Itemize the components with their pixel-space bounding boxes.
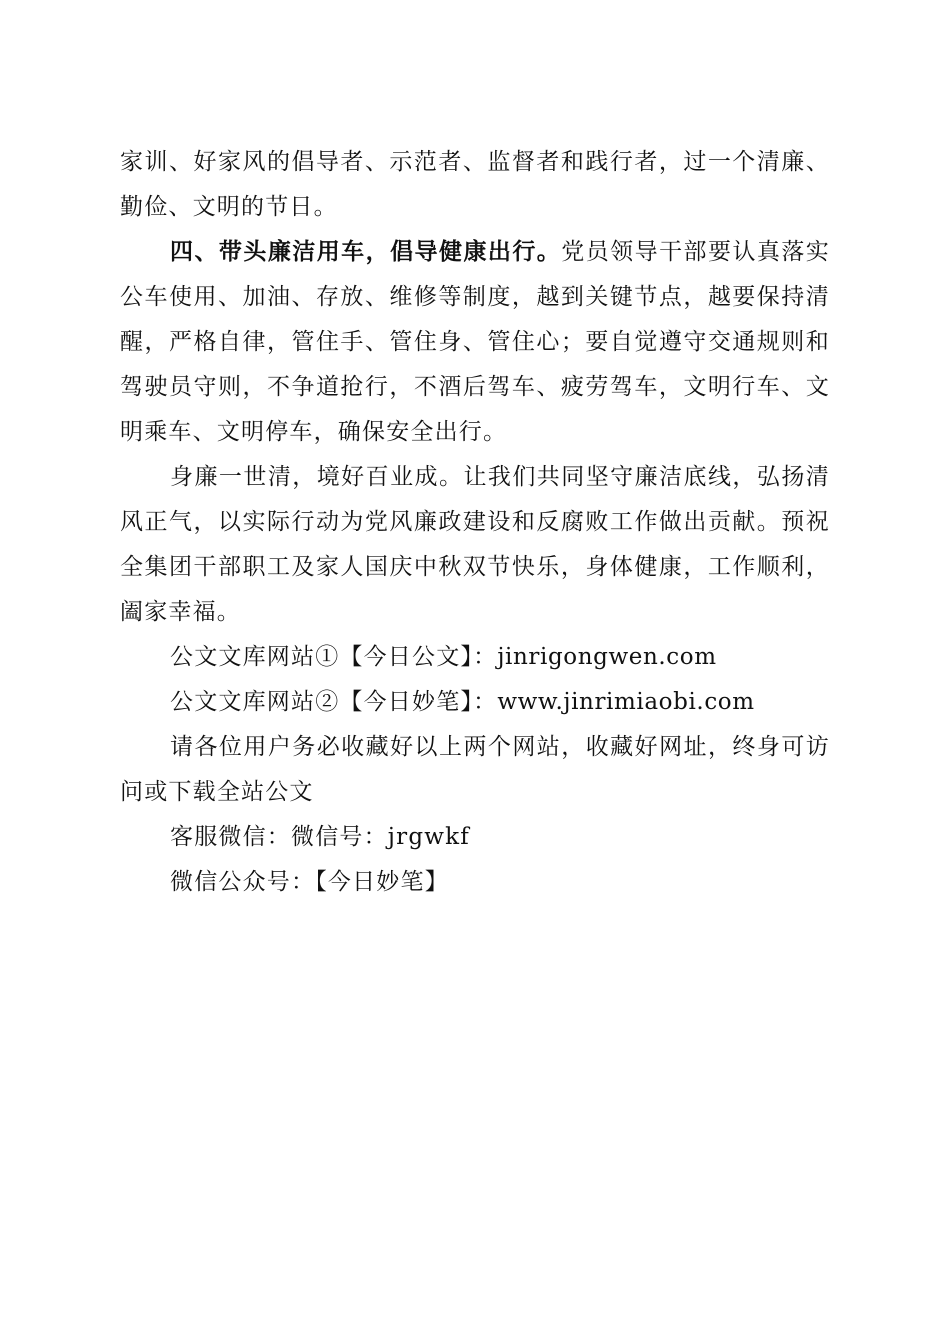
section-heading-four: 四、带头廉洁用车，倡导健康出行。	[170, 239, 562, 265]
paragraph-closing: 身廉一世清，境好百业成。让我们共同坚守廉洁底线，弘扬清风正气，以实际行动为党风廉政建设和反腐败工作做出贡献。预祝全集团干部职工及家人国庆中秋双节快乐，身体健康，工作顺利，阖家幸福。	[120, 464, 830, 625]
website-1-label: 公文文库网站①【今日公文】：	[170, 644, 498, 670]
website-line-1	[120, 635, 830, 680]
document-body	[120, 140, 830, 905]
paragraph-family-tradition: 家训、好家风的倡导者、示范者、监督者和践行者，过一个清廉、勤俭、文明的节日。	[120, 149, 830, 220]
paragraph-vehicle-use	[120, 230, 830, 455]
website-line-2	[120, 680, 830, 725]
website-2-label: 公文文库网站②【今日妙笔】：	[170, 689, 498, 715]
website-2-url[interactable]: www.jinrimiaobi.com	[497, 689, 755, 715]
website-1-url[interactable]: jinrigongwen.com	[497, 644, 717, 670]
section-four-body: 党员领导干部要认真落实公车使用、加油、存放、维修等制度，越到关键节点，越要保持清醒，严格自律，管住手、管住身、管住心；要自觉遵守交通规则和驾驶员守则，不争道抢行，不酒后驾车、疲劳驾车，文明行车、文明乘车、文明停车，确保安全出行。	[120, 239, 831, 445]
wechat-service-line: 客服微信：微信号：jrgwkf	[170, 824, 470, 850]
wechat-public-account-line: 微信公众号：【今日妙笔】	[170, 869, 449, 895]
bookmark-notice: 请各位用户务必收藏好以上两个网站，收藏好网址，终身可访问或下载全站公文	[120, 734, 830, 805]
